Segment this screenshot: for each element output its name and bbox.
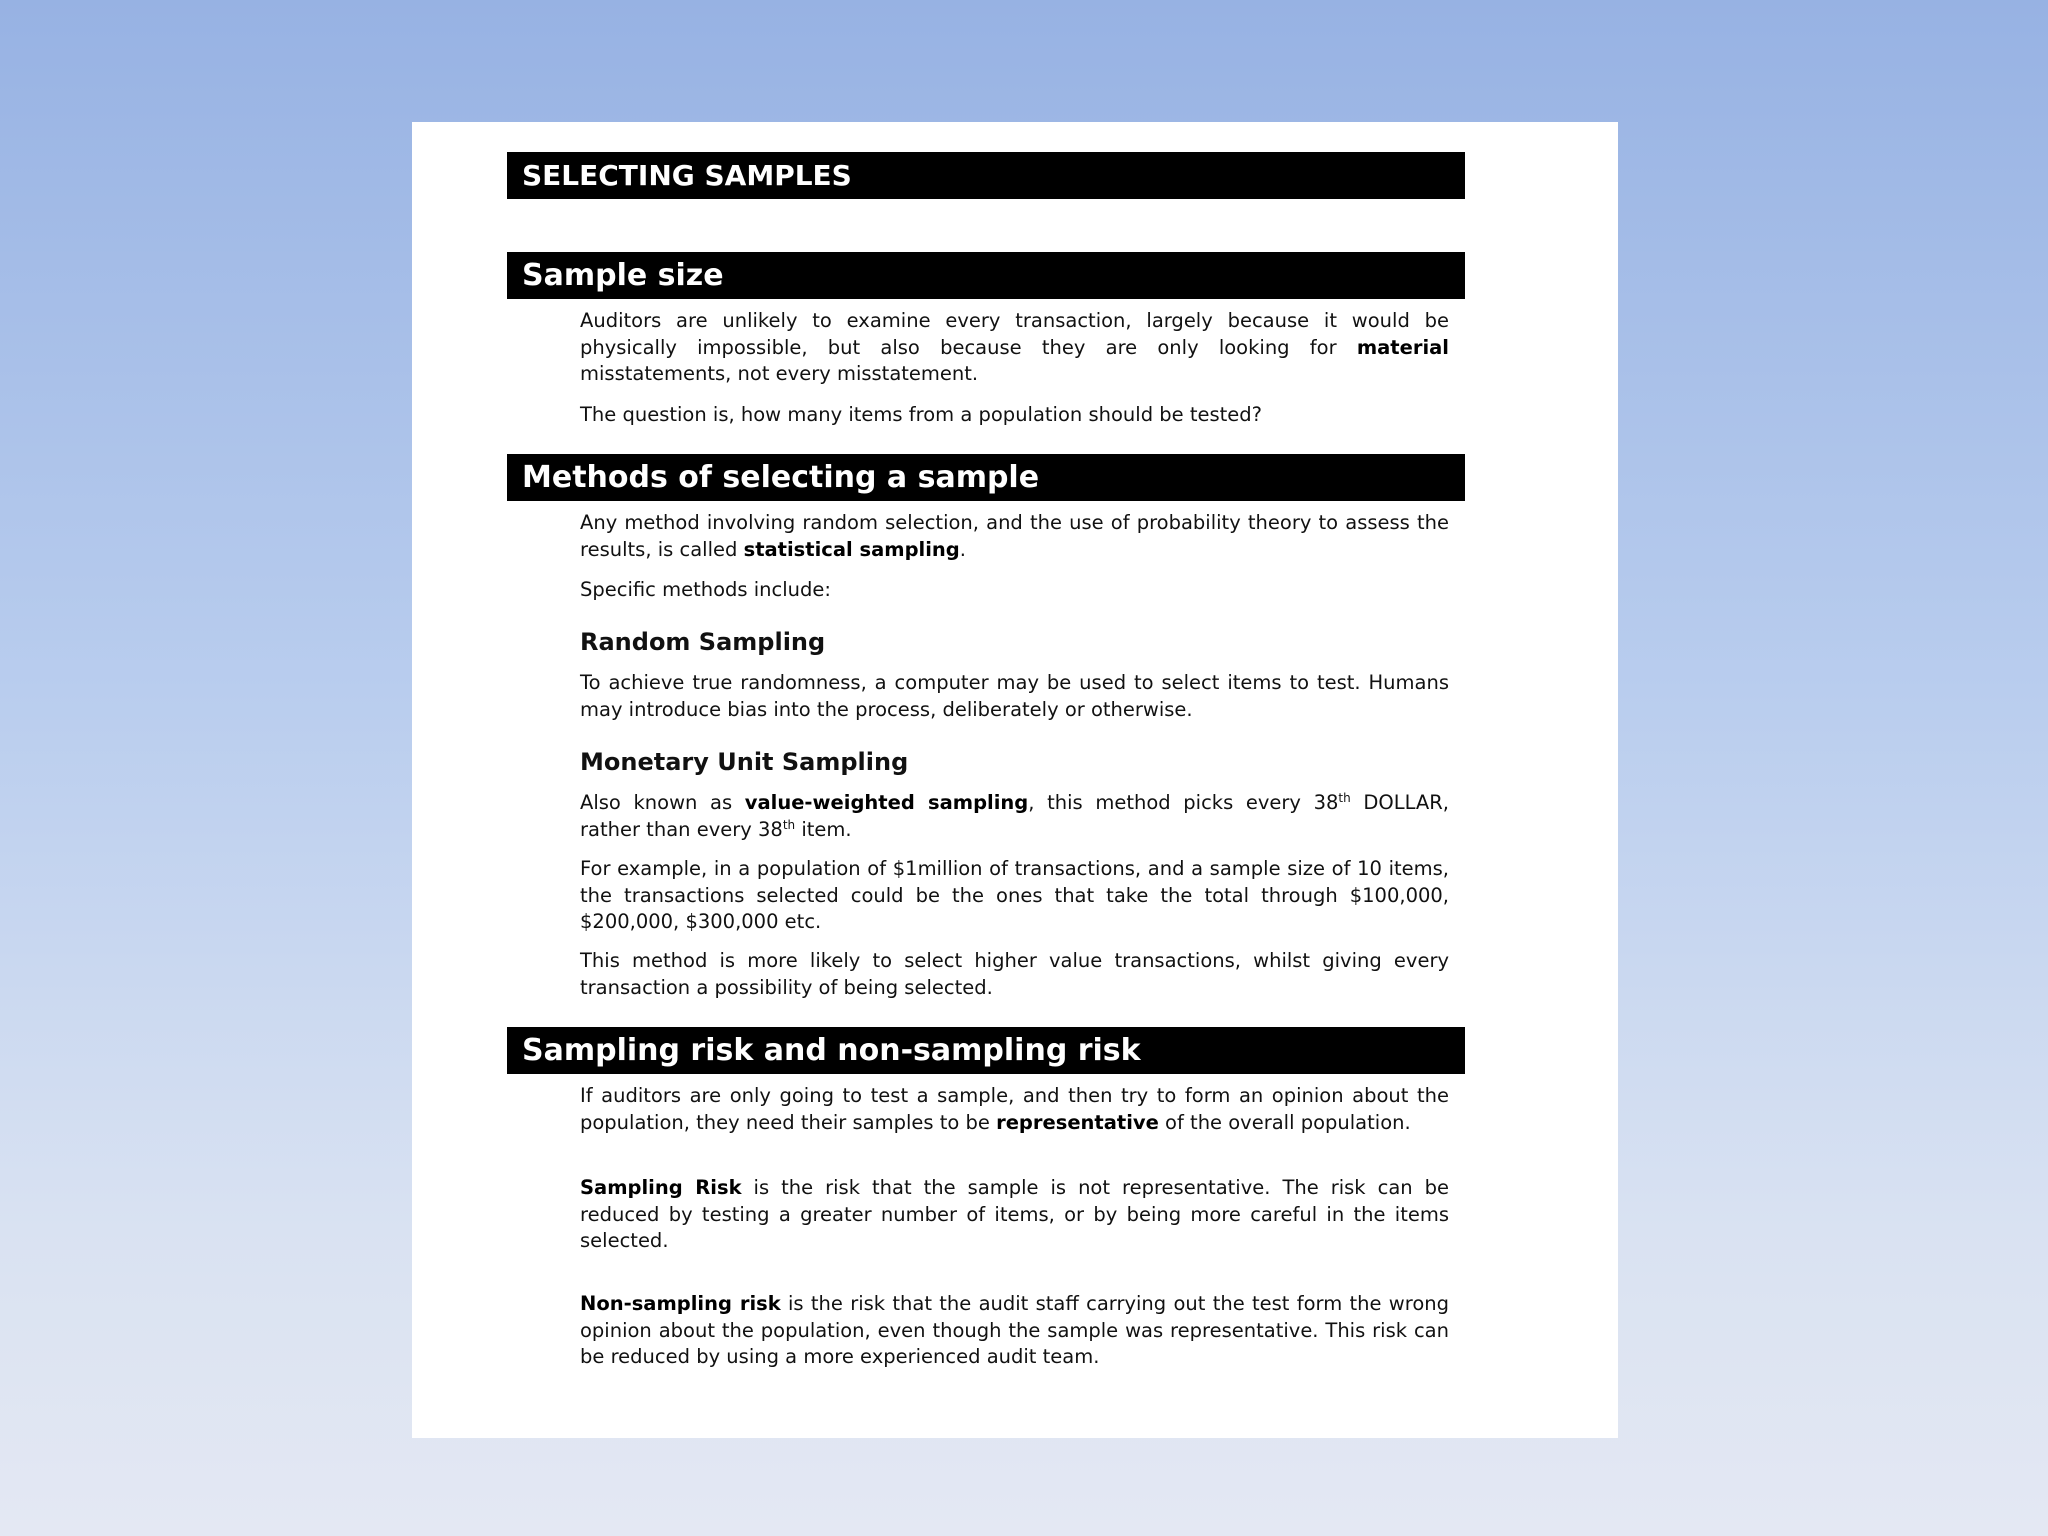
mus-paragraph-1: Also known as value-weighted sampling, this method picks every 38th DOLLAR, rather than every 38th item. [580, 791, 1449, 841]
sampling-risk-paragraph-2: Sampling Risk is the risk that the sample is not representative. The risk can be reduced by testing a greater number of items, or by being more careful in the items selected. [580, 1176, 1449, 1252]
subheading-monetary-unit-sampling: Monetary Unit Sampling [580, 748, 909, 776]
sampling-risk-paragraph-3: Non-sampling risk is the risk that the audit staff carrying out the test form the wrong opinion about the population, even though the sample was representative. This risk can be reduced by using a more experienced audit team. [580, 1292, 1450, 1368]
section-heading-methods: Methods of selecting a sample [507, 454, 1465, 501]
section-heading-sampling-risk: Sampling risk and non-sampling risk [507, 1027, 1465, 1074]
sample-size-paragraph-1: Auditors are unlikely to examine every transaction, largely because it would be physically impossible, but also because they are only looking for material misstatements, not every misstatement. [580, 309, 1449, 385]
document-page [412, 122, 1618, 1438]
document-title: SELECTING SAMPLES [507, 152, 1465, 199]
section-heading-sample-size: Sample size [507, 252, 1465, 299]
random-sampling-paragraph: To achieve true randomness, a computer may be used to select items to test. Humans may introduce bias into the process, deliberately or otherwise. [580, 671, 1449, 721]
mus-paragraph-3: This method is more likely to select higher value transactions, whilst giving every transaction a possibility of being selected. [580, 949, 1449, 999]
methods-paragraph-1: Any method involving random selection, and the use of probability theory to assess the results, is called statistical sampling. [580, 511, 1449, 561]
sample-size-paragraph-2: The question is, how many items from a population should be tested? [580, 403, 1263, 426]
mus-paragraph-2: For example, in a population of $1million of transactions, and a sample size of 10 items, the transactions selected could be the ones that take the total through $100,000, $200,000, $300,000 etc. [580, 857, 1449, 933]
methods-paragraph-2: Specific methods include: [580, 578, 831, 601]
subheading-random-sampling: Random Sampling [580, 628, 826, 656]
sampling-risk-paragraph-1: If auditors are only going to test a sample, and then try to form an opinion about the population, they need their samples to be representative of the overall population. [580, 1084, 1449, 1134]
